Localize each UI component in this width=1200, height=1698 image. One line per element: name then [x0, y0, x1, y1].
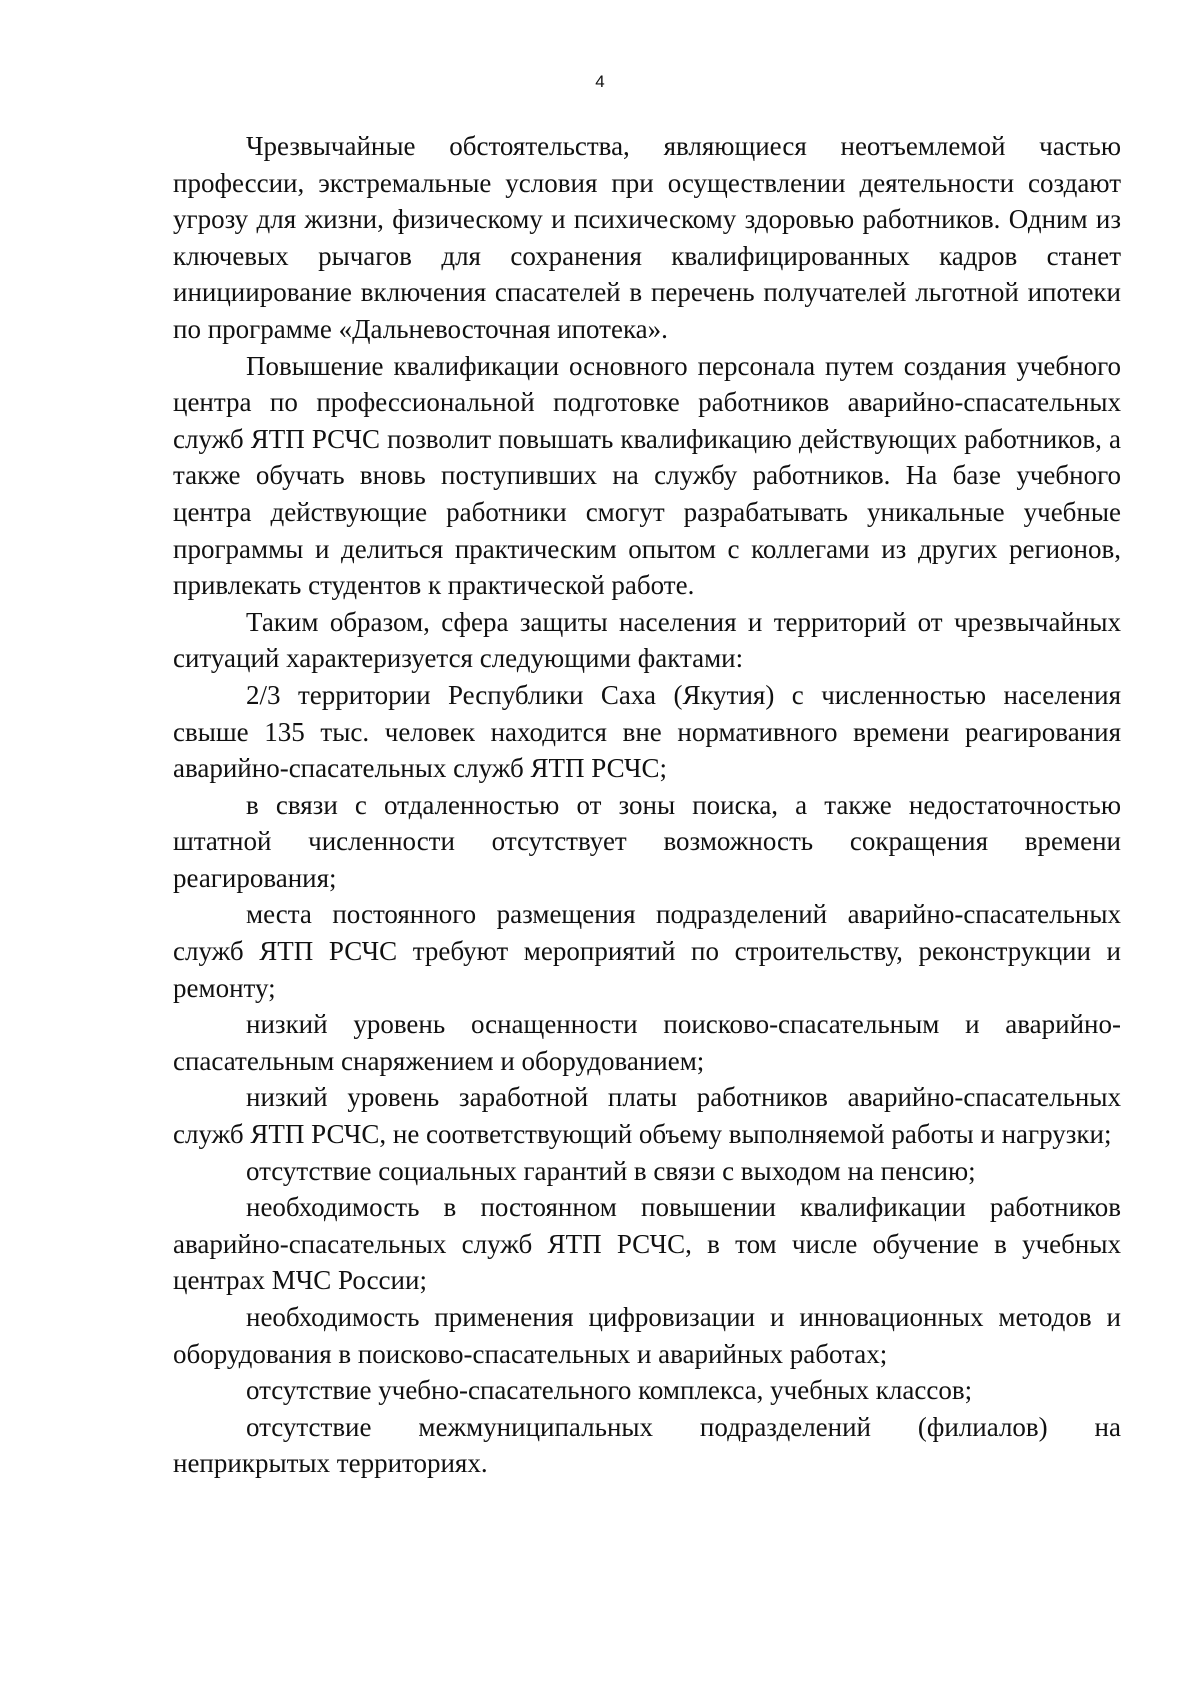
- page-number: 4: [595, 72, 605, 91]
- list-item-povyshenie-kvalifikacii: необходимость в постоянном повышении квалификации работников аварийно-спасательных служб ЯТП РСЧС, в том числе обучение в учебных центрах МЧС России;: [173, 1192, 1121, 1296]
- list-item-uchebnyi-kompleks: отсутствие учебно-спасательного комплекса, учебных классов;: [246, 1375, 973, 1406]
- paragraph-chrezvychainye-obstoyatelstva: Чрезвычайные обстоятельства, являющиеся неотъемлемой частью профессии, экстремальные условия при осуществлении деятельности создают угрозу для жизни, физическому и психическому здоровью работников. Одним из ключевых рычагов для сохранения квалифицированных кадров станет инициирование включения спасателей в перечень получателей льготной ипотеки по программе «Дальневосточная ипотека».: [173, 131, 1121, 344]
- list-item-otdalennost: в связи с отдаленностью от зоны поиска, а также недостаточностью штатной численности отсутствует возможность сокращения времени реагирования;: [173, 789, 1121, 893]
- list-item-socialnye-garantii: отсутствие социальных гарантий в связи с выходом на пенсию;: [246, 1155, 976, 1186]
- list-item-mesta-razmeshcheniya: места постоянного размещения подразделений аварийно-спасательных служб ЯТП РСЧС требуют мероприятий по строительству, реконструкции и ремонту;: [173, 899, 1121, 1003]
- document-body: [173, 128, 1121, 1482]
- paragraph-povyshenie-kvalifikacii: Повышение квалификации основного персонала путем создания учебного центра по профессиональной подготовке работников аварийно-спасательных служб ЯТП РСЧС позволит повышать квалификацию действующих работников, а также обучать вновь поступивших на службу работников. На базе учебного центра действующие работники смогут разрабатывать уникальные учебные программы и делиться практическим опытом с коллегами из других регионов, привлекать студентов к практической работе.: [173, 350, 1121, 601]
- paragraph-takim-obrazom: Таким образом, сфера защиты населения и территорий от чрезвычайных ситуаций характеризуется следующими фактами:: [173, 606, 1121, 674]
- list-item-territoriya: 2/3 территории Республики Саха (Якутия) с численностью населения свыше 135 тыс. человек находится вне нормативного времени реагирования аварийно-спасательных служб ЯТП РСЧС;: [173, 679, 1121, 784]
- list-item-zarabotnaya-plata: низкий уровень заработной платы работников аварийно-спасательных служб ЯТП РСЧС, не соответствующий объему выполняемой работы и нагрузки;: [173, 1082, 1121, 1150]
- list-item-osnashchennost: низкий уровень оснащенности поисково-спасательным и аварийно-спасательным снаряжением и оборудованием;: [173, 1009, 1121, 1076]
- list-item-cifrovizaciya: необходимость применения цифровизации и инновационных методов и оборудования в поисково-спасательных и аварийных работах;: [173, 1302, 1121, 1369]
- list-item-mezhmunicipalnye-podrazdeleniya: отсутствие межмуниципальных подразделений (филиалов) на неприкрытых территориях.: [173, 1411, 1121, 1479]
